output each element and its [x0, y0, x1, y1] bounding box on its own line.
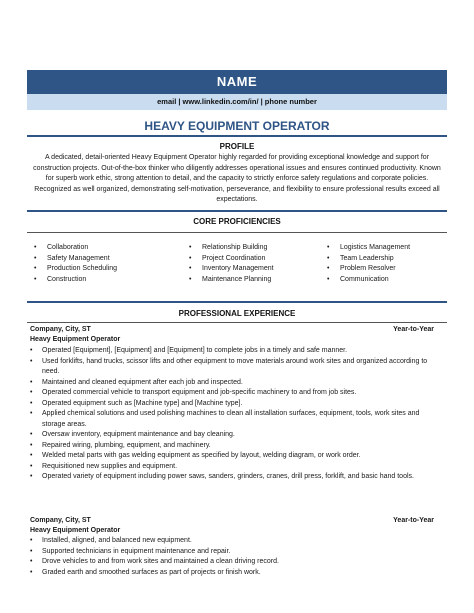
job-1-dates: Year-to-Year: [393, 326, 434, 333]
duty-item: • Operated equipment such as [Machine type] and [Machine type].: [30, 399, 436, 410]
experience-top-divider: [27, 301, 447, 303]
skill-item: • Maintenance Planning: [189, 275, 274, 286]
skill-item: • Construction: [34, 275, 117, 286]
duty-item: • Supported technicians in equipment maintenance and repair.: [30, 547, 436, 558]
job-2-header: [30, 516, 434, 536]
title-divider: [27, 135, 447, 137]
duty-item: • Operated [Equipment], [Equipment] and [Equipment] to complete jobs in a timely and safe manner.: [30, 346, 436, 357]
duty-item: • Installed, aligned, and balanced new equipment.: [30, 536, 436, 547]
duty-item: • Used forklifts, hand trucks, scissor lifts and other equipment to move materials around work sites and organized according to need.: [30, 357, 436, 378]
skill-item: • Inventory Management: [189, 264, 274, 275]
duty-item: • Repaired wiring, plumbing, equipment, and machinery.: [30, 441, 436, 452]
competencies-heading: CORE PROFICIENCIES: [193, 217, 281, 226]
duty-item: • Welded metal parts with gas welding equipment as specified by layout, welding diagram, or work order.: [30, 451, 436, 462]
skill-item: • Relationship Building: [189, 243, 274, 254]
skills-column-1: [34, 243, 117, 285]
duty-item: • Drove vehicles to and from work sites and maintained a clean driving record.: [30, 557, 436, 568]
job-2-dates: Year-to-Year: [393, 517, 434, 524]
skill-item: • Project Coordination: [189, 254, 274, 265]
job-2-company: Company, City, ST: [30, 517, 91, 524]
job-1-company: Company, City, ST: [30, 326, 91, 333]
profile-summary: A dedicated, detail-oriented Heavy Equipment Operator highly regarded for providing exceptional knowledge and support for construction projects. Out-of-the-box thinker who diligently addresses operational issues and ensures continued productivity. Known for superb work ethic, strong attention to detail, and the capacity to strictly enforce safety regulations and corporate policies. Recognized as well organized, demonstrating self-motivation, perseverance, and flexibility to ensure professional results exceed all expectations.: [33, 154, 441, 203]
skill-item: • Production Scheduling: [34, 264, 117, 275]
duty-item: • Operated variety of equipment including power saws, sanders, grinders, cranes, drill press, forklift, and basic hand tools.: [30, 472, 436, 483]
competencies-divider: [27, 232, 447, 233]
skills-column-2: [189, 243, 274, 285]
job-2-duties: [30, 536, 436, 578]
profile-divider: [27, 210, 447, 212]
duty-item: • Oversaw inventory, equipment maintenance and bay cleaning.: [30, 430, 436, 441]
job-1-header: [30, 325, 434, 345]
duty-item: • Operated commercial vehicle to transport equipment and job-specific machinery to and from job sites.: [30, 388, 436, 399]
name-banner: NAME: [27, 70, 447, 94]
duty-item: • Maintained and cleaned equipment after each job and inspected.: [30, 378, 436, 389]
job-2-role: Heavy Equipment Operator: [30, 527, 121, 534]
job-1-duties: [30, 346, 436, 483]
skill-item: • Team Leadership: [327, 254, 410, 265]
skill-item: • Safety Management: [34, 254, 117, 265]
duty-item: • Applied chemical solutions and used polishing machines to clean all installation surfaces, equipment, tools, work sites and storage areas.: [30, 409, 436, 430]
duty-item: • Graded earth and smoothed surfaces as part of projects or finish work.: [30, 568, 436, 579]
skill-item: • Collaboration: [34, 243, 117, 254]
job-1-role: Heavy Equipment Operator: [30, 336, 121, 343]
profile-heading: PROFILE: [219, 142, 255, 151]
skill-item: • Problem Resolver: [327, 264, 410, 275]
experience-heading: PROFESSIONAL EXPERIENCE: [178, 309, 296, 318]
skill-item: • Logistics Management: [327, 243, 410, 254]
job-title: HEAVY EQUIPMENT OPERATOR: [144, 119, 330, 133]
skills-column-3: [327, 243, 410, 285]
skill-item: • Communication: [327, 275, 410, 286]
contact-line: email | www.linkedin.com/in/ | phone number: [27, 94, 447, 110]
duty-item: • Requisitioned new supplies and equipment.: [30, 462, 436, 473]
experience-divider: [27, 322, 447, 323]
